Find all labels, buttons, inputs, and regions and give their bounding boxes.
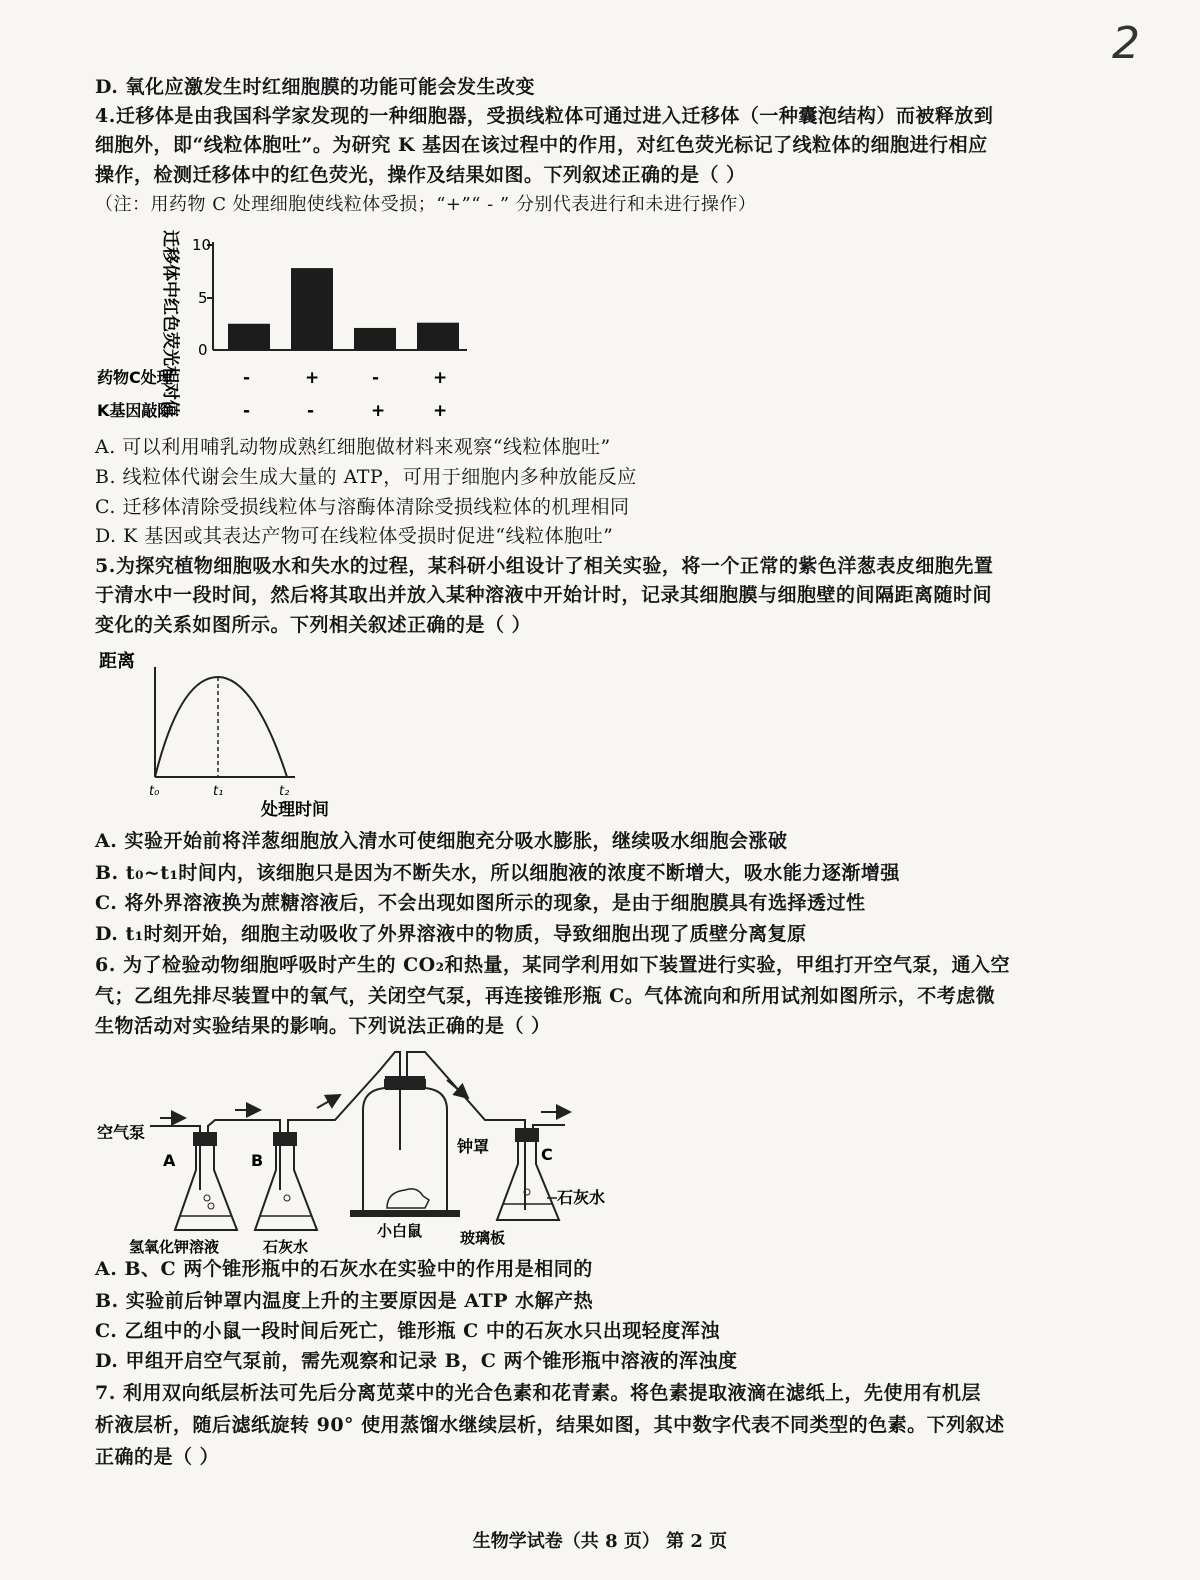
q4-stem-line-1: 4.迁移体是由我国科学家发现的一种细胞器，受损线粒体可通过进入迁移体（一种囊泡结构）而被释放到 [95, 105, 994, 127]
ytick-5: 5 [198, 289, 208, 307]
flask-a-label: A [163, 1151, 176, 1170]
q7-stem-line-1: 7. 利用双向纸层析法可先后分离苋菜中的光合色素和花青素。将色素提取液滴在滤纸上，先使用有机层 [95, 1382, 981, 1404]
q4-option-b: B. 线粒体代谢会生成大量的 ATP，可用于细胞内多种放能反应 [95, 466, 637, 488]
q5-option-a: A. 实验开始前将洋葱细胞放入清水可使细胞充分吸水膨胀，继续吸水细胞会涨破 [95, 830, 788, 852]
bell-jar-label: 钟罩 [457, 1137, 490, 1156]
bar-4 [417, 323, 459, 350]
q4-stem-line-3: 操作，检测迁移体中的红色荧光，操作及结果如图。下列叙述正确的是（ ） [95, 164, 746, 186]
q5-option-b: B. t₀~t₁时间内，该细胞只是因为不断失水，所以细胞液的浓度不断增大，吸水能力逐渐增强 [95, 862, 900, 884]
q3-option-d: D. 氧化应激发生时红细胞膜的功能可能会发生改变 [95, 76, 536, 98]
q4-option-a: A. 可以利用哺乳动物成熟红细胞做材料来观察“线粒体胞吐” [95, 436, 611, 458]
curve-xlabel: 处理时间 [261, 800, 329, 820]
curve-ylabel: 距离 [99, 651, 135, 672]
q4-option-c: C. 迁移体清除受损线粒体与溶酶体清除受损线粒体的机理相同 [95, 496, 630, 518]
air-pump-label: 空气泵 [97, 1123, 146, 1142]
q7-stem-line-3: 正确的是（ ） [95, 1446, 220, 1468]
q4-note: （注：用药物 C 处理细胞使线粒体受损；“+”“ - ” 分别代表进行和未进行操作） [95, 194, 757, 215]
distance-time-curve [95, 645, 375, 820]
respiration-apparatus [95, 1040, 655, 1255]
bar-1 [228, 324, 270, 350]
ytick-0: 0 [198, 341, 208, 359]
q5-option-d: D. t₁时刻开始，细胞主动吸收了外界溶液中的物质，导致细胞出现了质壁分离复原 [95, 923, 807, 945]
limewater-b-label: 石灰水 [263, 1238, 309, 1255]
row1-sign-1: - [243, 368, 251, 388]
bar-3 [354, 328, 396, 350]
q6-option-d: D. 甲组开启空气泵前，需先观察和记录 B，C 两个锥形瓶中溶液的浑浊度 [95, 1350, 738, 1372]
q6-stem-line-3: 生物活动对实验结果的影响。下列说法正确的是（ ） [95, 1015, 551, 1037]
q7-stem-line-2: 析液层析，随后滤纸旋转 90° 使用蒸馏水继续层析，结果如图，其中数字代表不同类型的色素。下列叙述 [95, 1414, 1005, 1436]
naoh-label: 氢氧化钾溶液 [129, 1238, 220, 1255]
tick-t0: t₀ [149, 784, 160, 799]
q5-option-c: C. 将外界溶液换为蔗糖溶液后，不会出现如图所示的现象，是由于细胞膜具有选择透过性 [95, 892, 866, 914]
bar-chart-ylabel: 迁移体中红色荧光相对值 [160, 230, 180, 417]
row2-sign-1: - [243, 401, 251, 421]
row1-label: 药物C处理 [97, 368, 173, 387]
q6-option-c: C. 乙组中的小鼠一段时间后死亡，锥形瓶 C 中的石灰水只出现轻度浑浊 [95, 1320, 720, 1342]
q6-option-b: B. 实验前后钟罩内温度上升的主要原因是 ATP 水解产热 [95, 1290, 594, 1312]
ytick-10: 10 [192, 236, 212, 254]
bar-2 [291, 268, 333, 350]
q5-stem-line-1: 5.为探究植物细胞吸水和失水的过程，某科研小组设计了相关实验，将一个正常的紫色洋葱表皮细胞先置 [95, 555, 994, 577]
q6-stem-line-2: 气；乙组先排尽装置中的氧气，关闭空气泵，再连接锥形瓶 C。气体流向和所用试剂如图所示，不考虑微 [95, 985, 996, 1007]
q4-option-d: D. K 基因或其表达产物可在线粒体受损时促进“线粒体胞吐” [95, 525, 614, 547]
flask-c-label: C [541, 1145, 553, 1164]
row2-sign-2: - [307, 401, 315, 421]
q4-stem-line-2: 细胞外，即“线粒体胞吐”。为研究 K 基因在该过程中的作用，对红色荧光标记了线粒体的细胞进行相应 [95, 134, 988, 156]
tick-t1: t₁ [213, 784, 224, 799]
tick-t2: t₂ [279, 784, 290, 799]
row2-label: K基因敲除 [97, 401, 174, 420]
q6-option-a: A. B、C 两个锥形瓶中的石灰水在实验中的作用是相同的 [95, 1258, 593, 1280]
limewater-c-label: 石灰水 [557, 1188, 606, 1207]
q6-stem-line-1: 6. 为了检验动物细胞呼吸时产生的 CO₂和热量，某同学利用如下装置进行实验，甲组打开空气泵，通入空 [95, 954, 1011, 976]
q5-stem-line-3: 变化的关系如图所示。下列相关叙述正确的是（ ） [95, 614, 532, 636]
mouse-label: 小白鼠 [377, 1222, 423, 1240]
handwritten-page-number: 2 [1112, 18, 1140, 69]
bar-chart [95, 228, 495, 428]
row1-sign-3: - [372, 368, 380, 388]
flask-b-label: B [251, 1151, 264, 1170]
page-footer: 生物学试卷（共 8 页） 第 2 页 [472, 1531, 728, 1552]
row1-sign-2: + [305, 368, 320, 388]
q5-stem-line-2: 于清水中一段时间，然后将其取出并放入某种溶液中开始计时，记录其细胞膜与细胞壁的间隔距离随时间 [95, 584, 993, 606]
row1-sign-4: + [433, 368, 448, 388]
row2-sign-4: + [433, 401, 448, 421]
glass-plate-label: 玻璃板 [460, 1229, 506, 1247]
row2-sign-3: + [371, 401, 386, 421]
